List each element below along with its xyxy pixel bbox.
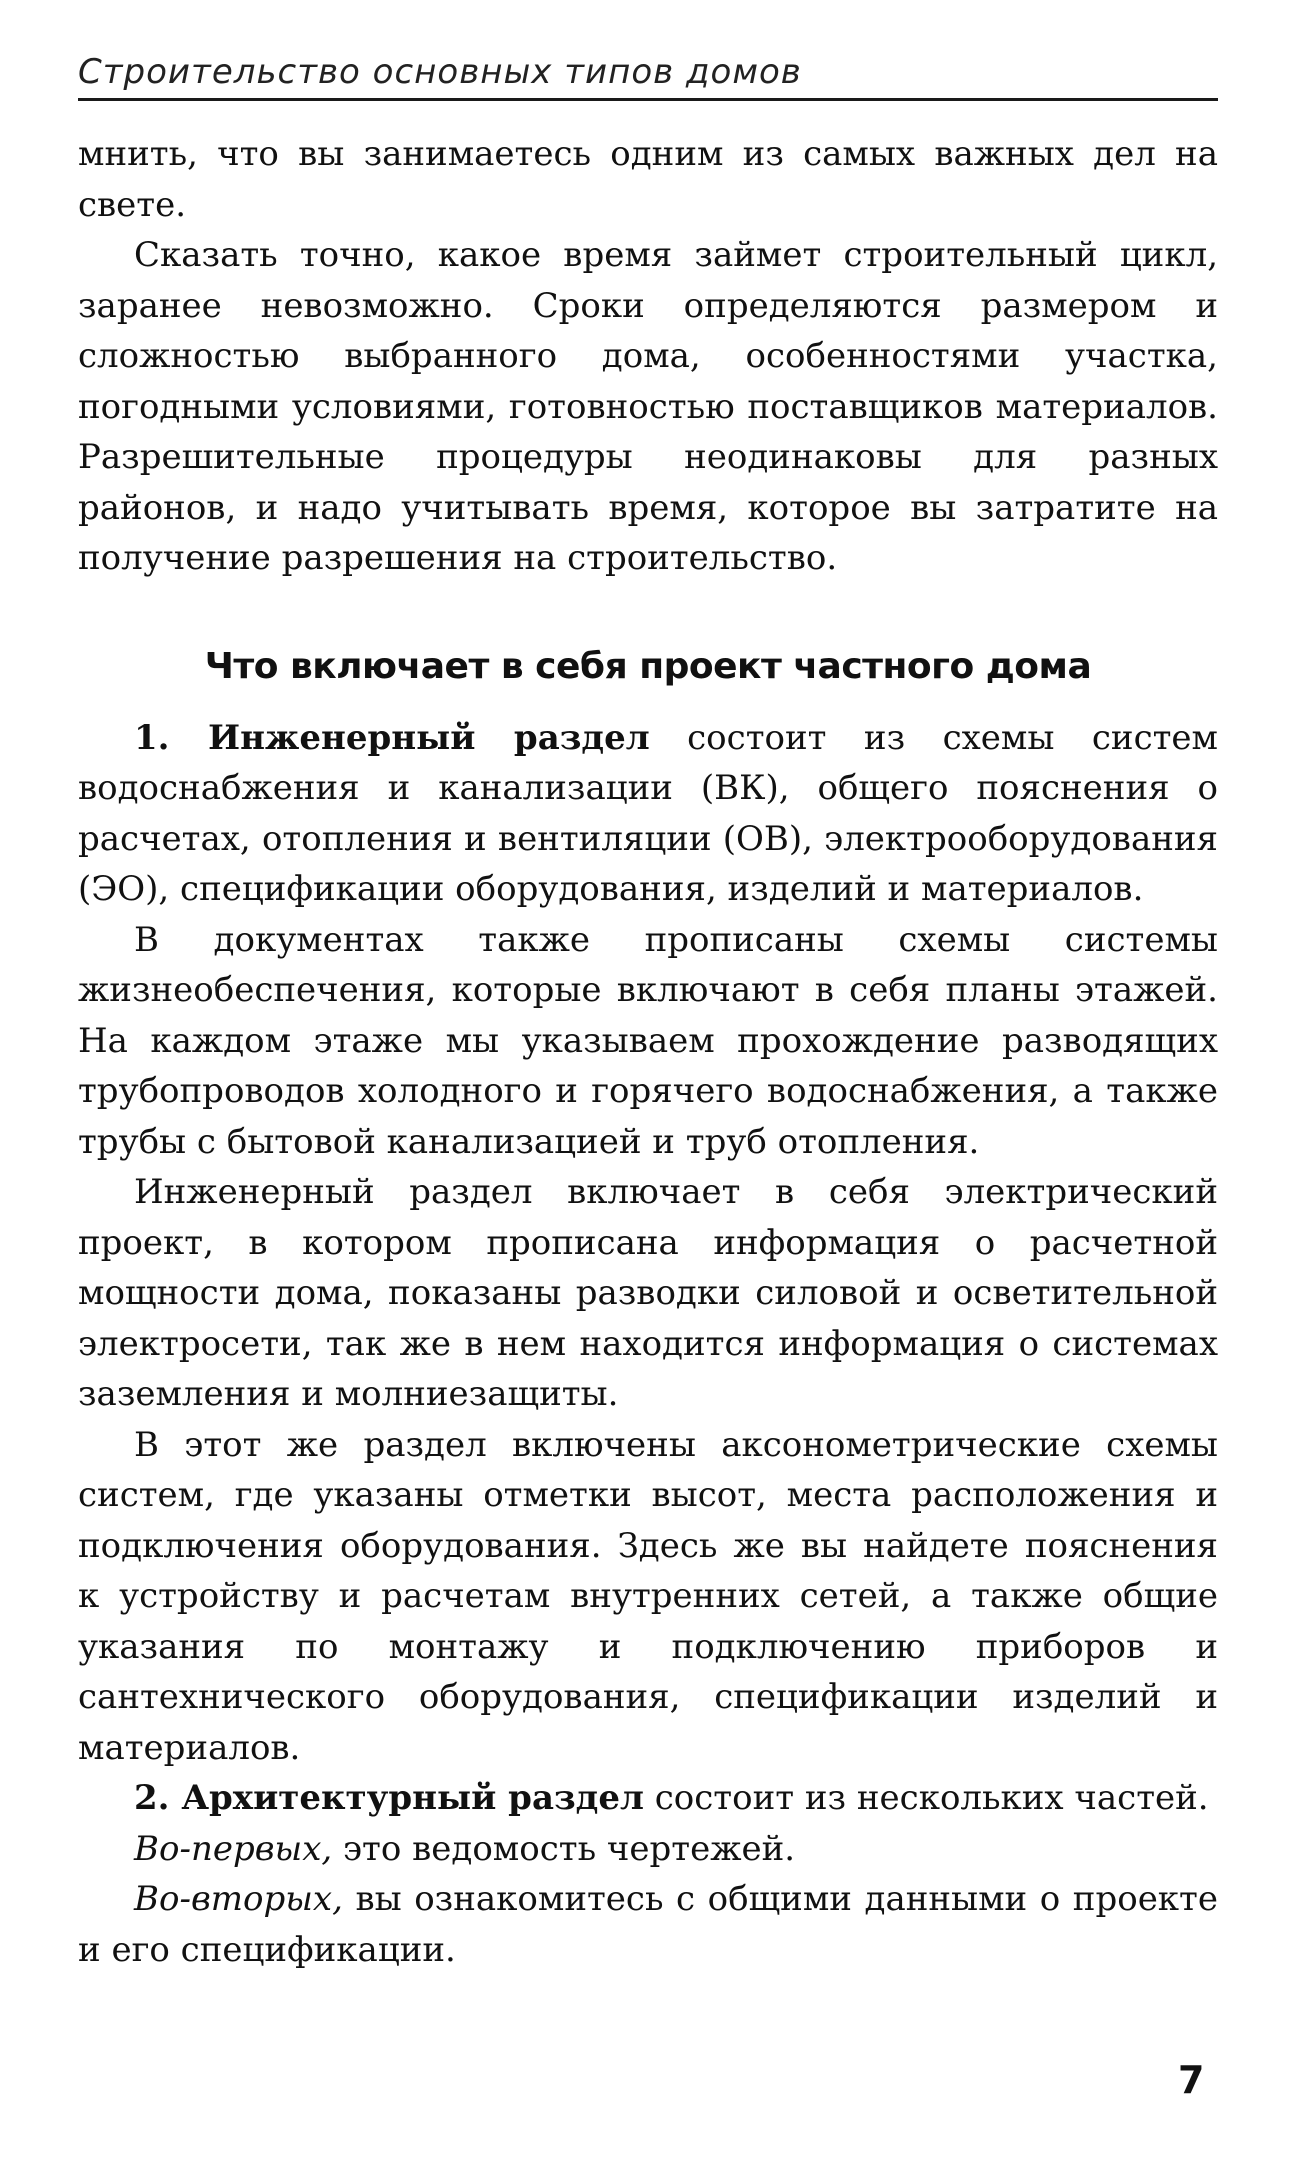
firstly-lead: Во-первых, bbox=[134, 1828, 333, 1869]
secondly-lead: Во-вторых, bbox=[134, 1879, 343, 1919]
architecture-section-lead: 2. Архитектурный раздел bbox=[134, 1778, 644, 1818]
secondly-text: вы ознакомитесь с общими данными о проекте и его спецификации. bbox=[78, 1879, 1218, 1970]
paragraph-architecture-section bbox=[78, 1773, 1218, 1824]
section-heading: Что включает в себя проект частного дома bbox=[204, 645, 1092, 687]
page-number: 7 bbox=[1178, 2058, 1205, 2102]
book-page bbox=[78, 52, 1218, 1975]
engineering-section-lead: 1. Инженерный раздел bbox=[134, 717, 650, 758]
architecture-section-text: состоит из нескольких частей. bbox=[643, 1778, 1209, 1818]
paragraph-axonometric: В этот же раздел включены аксонометрические схемы систем, где указаны отметки высот, места расположения и подключения оборудования. Здесь же вы найдете пояснения к устройству и расчетам внутренних сетей, а также общие указания по монтажу и подключению приборов и сантехнического оборудования, спецификации изделий и материалов. bbox=[78, 1424, 1218, 1768]
firstly-text: это ведомость чертежей. bbox=[332, 1828, 796, 1869]
paragraph-firstly bbox=[78, 1824, 1218, 1875]
paragraph-electrical: Инженерный раздел включает в себя электрический проект, в котором прописана информация о расчетной мощности дома, показаны разводки силовой и осветительной электросети, так же в нем находится информация о системах заземления и молниезащиты. bbox=[78, 1172, 1218, 1414]
paragraph-secondly bbox=[78, 1874, 1218, 1975]
paragraph-life-support: В документах также прописаны схемы системы жизнеобеспечения, которые включают в себя планы этажей. На каждом этаже мы указываем прохождение разводящих трубопроводов холодного и горячего водоснабжения, а также трубы с бытовой канализацией и труб отопления. bbox=[78, 919, 1218, 1162]
paragraph-engineering-section bbox=[78, 713, 1218, 915]
paragraph-timing: Сказать точно, какое время займет строительный цикл, заранее невозможно. Сроки определяются размером и сложностью выбранного дома, особенностями участка, погодными условиями, готовностью поставщиков материалов. Разрешительные процедуры неодинаковы для разных районов, и надо учитывать время, которое вы затратите на получение разрешения на строительство. bbox=[78, 235, 1218, 578]
paragraph-continuation: мнить, что вы занимаетесь одним из самых важных дел на свете. bbox=[78, 134, 1218, 225]
running-header: Строительство основных типов домов bbox=[78, 52, 1218, 101]
engineering-section-text: состоит из схемы систем водоснабжения и канализации (ВК), общего пояснения о расчетах, отопления и вентиляции (ОВ), электрооборудования (ЭО), спецификации оборудования, изделий и материалов. bbox=[78, 717, 1218, 909]
